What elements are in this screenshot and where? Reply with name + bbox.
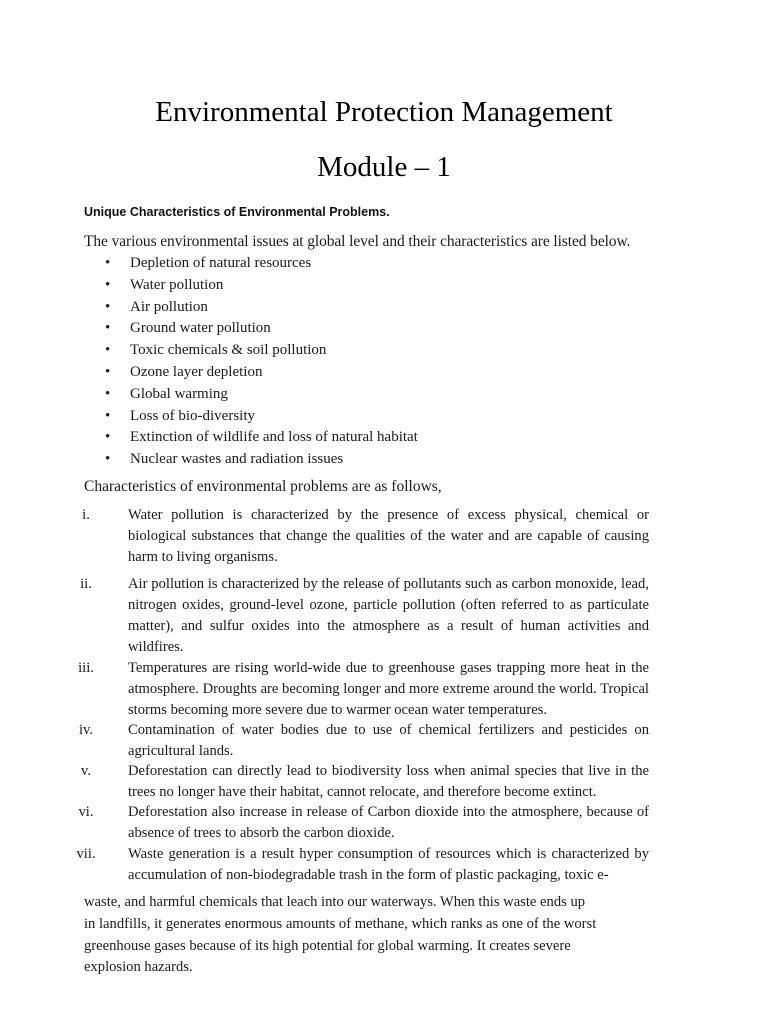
item-number: ii.: [80, 576, 92, 592]
characteristics-intro: Characteristics of environmental problems are as follows,: [84, 478, 442, 495]
item-number: vii.: [76, 846, 96, 862]
item-text: Contamination of water bodies due to use of chemical fertilizers and pesticides on agricultural lands.: [128, 722, 649, 759]
list-item: • Water pollution: [105, 275, 418, 297]
list-item: • Global warming: [105, 384, 418, 406]
item-number: vi.: [78, 804, 94, 820]
paragraph-line: explosion hazards.: [84, 959, 193, 976]
item-text: Deforestation also increase in release of Carbon dioxide into the atmosphere, because of absence of trees to absorb the carbon dioxide.: [128, 804, 649, 841]
list-item: • Nuclear wastes and radiation issues: [105, 449, 418, 471]
item-number: i.: [82, 507, 90, 523]
issues-list: [105, 253, 418, 471]
item-text: Waste generation is a result hyper consumption of resources which is characterized by accumulation of non-biodegradable trash in the form of plastic packaging, toxic e-: [128, 846, 649, 883]
document-title: Environmental Protection Management: [155, 96, 613, 128]
list-item: • Loss of bio-diversity: [105, 406, 418, 428]
list-item: • Depletion of natural resources: [105, 253, 418, 275]
item-number: iii.: [78, 660, 94, 676]
intro-paragraph: The various environmental issues at global level and their characteristics are listed below.: [84, 233, 631, 250]
list-item: • Toxic chemicals & soil pollution: [105, 340, 418, 362]
item-number: iv.: [78, 722, 94, 738]
paragraph-line: waste, and harmful chemicals that leach into our waterways. When this waste ends up: [84, 894, 586, 910]
list-item: • Ground water pollution: [105, 318, 418, 340]
item-text: Deforestation can directly lead to biodiversity loss when animal species that live in the trees no longer have their habitat, cannot relocate, and therefore become extinct.: [128, 763, 649, 800]
item-number: v.: [81, 763, 91, 779]
paragraph-line: greenhouse gases because of its high potential for global warming. It creates severe: [84, 937, 571, 954]
section-heading: Unique Characteristics of Environmental Problems.: [84, 205, 390, 219]
module-title: Module – 1: [317, 151, 451, 183]
closing-paragraph: [84, 892, 644, 979]
item-text: Temperatures are rising world-wide due to greenhouse gases trapping more heat in the atmosphere. Droughts are becoming longer and more extreme around the world. Tropical storms becoming more severe due to warmer ocean water temperatures.: [128, 660, 649, 718]
list-item: • Ozone layer depletion: [105, 362, 418, 384]
list-item: • Air pollution: [105, 297, 418, 319]
item-text: Water pollution is characterized by the presence of excess physical, chemical or biological substances that change the qualities of the water and are capable of causing harm to living organisms.: [128, 507, 649, 565]
item-text: Air pollution is characterized by the release of pollutants such as carbon monoxide, lead, nitrogen oxides, ground-level ozone, particle pollution (often referred to as particulate matter), and sulfur oxides into the atmosphere as a result of human activities and wildfires.: [128, 576, 649, 655]
list-item: • Extinction of wildlife and loss of natural habitat: [105, 427, 418, 449]
paragraph-line: in landfills, it generates enormous amounts of methane, which ranks as one of the worst: [84, 915, 597, 932]
